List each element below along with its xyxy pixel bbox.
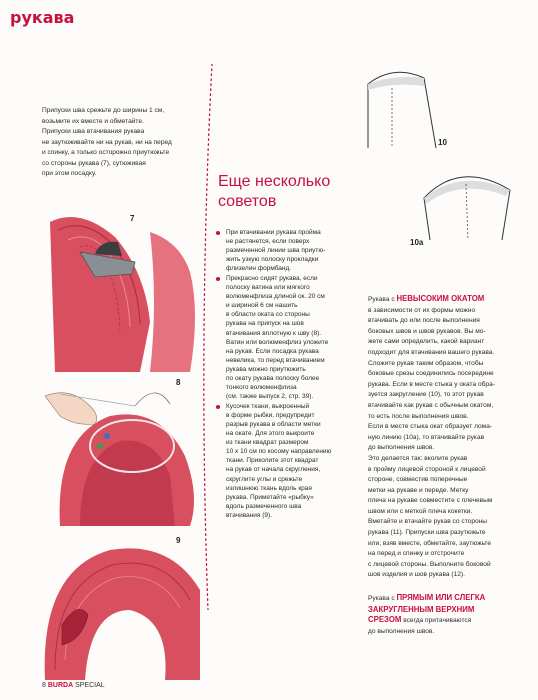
low-cap-title [368, 294, 520, 306]
tip-line: невелика, то перед втачиванием [226, 356, 325, 364]
page-footer [42, 682, 105, 689]
tip-line: полоску ватина или мягкого [226, 284, 310, 292]
tip-line: по окату рукава полоску более [226, 375, 320, 382]
figure-9-illustration [40, 530, 205, 680]
tip-line: Прекрасно сидят рукава, если [226, 274, 318, 282]
magazine-brand: BURDA [47, 682, 74, 689]
tip-line: Ватин или волюменфлиз уложите [226, 338, 329, 346]
tip-line: жить узкую полоску прокладки [226, 256, 319, 264]
tip-line: и шириной 6 см нашить [226, 302, 298, 310]
tip-item [214, 402, 362, 520]
tip-line: из ткани квадрат размером [226, 439, 309, 447]
intro-line: и спинку, а только осторожно приутюжьте [42, 149, 170, 156]
tip-line: излишнюю ткань вдоль края [226, 484, 312, 492]
tip-line: на рукав. Если посадка рукава [226, 347, 319, 355]
low-cap-line: или, взяв вместе, обметайте, заутюжьте [368, 539, 492, 547]
intro-text [42, 106, 222, 180]
tip-line: на окате. Для этого выкроите [226, 430, 315, 438]
low-cap-line: зуется закругление (10), то этот рукав [368, 391, 484, 399]
figure-label-10: 10 [438, 138, 447, 147]
low-cap-prefix: Рукава с [368, 296, 397, 303]
low-cap-line: рукава. Если в месте стыка у оката обра- [368, 380, 495, 388]
figure-7-illustration [40, 212, 205, 372]
low-cap-line: Сложите рукав таким образом, чтобы [368, 359, 484, 367]
tips-heading [218, 172, 358, 212]
tip-line: в области оката со стороны [226, 311, 310, 319]
dotted-divider [196, 64, 214, 610]
tip-line: на рукав от начала скругления, [226, 466, 321, 474]
bullet-icon [216, 405, 220, 409]
intro-line: возьмите их вместе и обметайте. [42, 117, 144, 125]
tip-line: флизелин формбанд. [226, 265, 292, 273]
tip-item [214, 228, 362, 273]
low-cap-line: втачивать до или после выполнения [368, 317, 480, 325]
figure-10-illustration [364, 64, 444, 154]
tip-line: втачивания (9). [226, 511, 272, 519]
tip-line: рукава можно приутюжить [226, 365, 306, 373]
low-cap-line: Вметайте и втачайте рукав со стороны [368, 518, 488, 526]
straight-edge-line [368, 615, 520, 627]
tip-line: рукава. Приметайте «рыбку» [226, 493, 314, 501]
low-cap-line: на перед и спинку и отстрочите [368, 550, 465, 558]
low-cap-line: подходит для втачивания вашего рукава. [368, 348, 495, 356]
low-cap-line: ную линию (10а), то втачивайте рукав [368, 433, 485, 441]
low-cap-line: шов изделия и шов рукава (12). [368, 571, 465, 579]
tip-line: тонкого волюменфлиза [226, 384, 297, 392]
straight-edge-highlight: ЗАКРУГЛЕННЫМ ВЕРХНИМ [368, 604, 475, 614]
low-cap-line: боковых швов и швов рукавов. Вы мо- [368, 327, 486, 335]
figure-label-10a: 10a [410, 238, 424, 247]
tip-line: (см. также выпуск 2, стр. 39). [226, 393, 314, 401]
straight-edge-section [368, 593, 520, 637]
figure-8-illustration [40, 376, 205, 526]
tips-list [214, 228, 362, 521]
low-cap-line: плеча на рукаве совместите с плечевым [368, 497, 493, 505]
low-cap-line: боковые срезы соединились посередине [368, 370, 494, 378]
tip-line: размеченной линии шва приутю- [226, 247, 326, 255]
tip-line: ткани. Приколите этот квадрат [226, 457, 319, 465]
low-cap-section [368, 294, 520, 581]
bullet-icon [216, 277, 220, 281]
intro-line: Припуски шва втачивания рукава [42, 128, 145, 135]
low-cap-line: стороне, совместив поперечные [368, 476, 468, 484]
low-cap-line: в зависимости от их формы можно [368, 306, 476, 314]
intro-line: со стороны рукава (7), сутюживая [42, 159, 146, 167]
tip-line: вдоль размеченного шва [226, 502, 302, 510]
straight-edge-line: до выполнения швов. [368, 627, 435, 635]
bullet-icon [216, 231, 220, 235]
tip-line: рукава на припуск на шов [226, 320, 304, 328]
tip-line: разрыв рукава в области метки [226, 420, 321, 428]
figure-label-8: 8 [176, 378, 181, 387]
intro-line: Припуски шва срежьте до ширины 1 см, [42, 107, 165, 114]
figure-label-7: 7 [130, 214, 135, 223]
tip-line: втачивания вплотную к шву (8). [226, 329, 322, 337]
straight-edge-highlight: ПРЯМЫМ ИЛИ СЛЕГКА [396, 593, 486, 603]
section-title: рукава [10, 8, 75, 27]
right-column [368, 294, 520, 637]
tip-line: При втачивании рукава пройма [226, 229, 321, 236]
low-cap-highlight: НЕВЫСОКИМ ОКАТОМ [396, 294, 485, 303]
figure-label-9: 9 [176, 536, 181, 545]
low-cap-line: жете сами определить, какой вариант [368, 338, 485, 346]
low-cap-line: метки на рукаве и переде. Метку [368, 486, 469, 494]
tip-line: в форме рыбки, предупредит [226, 411, 315, 419]
tips-heading-line: Еще несколько [218, 173, 331, 190]
tip-line: скруглите углы и срежьте [226, 475, 303, 483]
low-cap-line: швом или с меткой плеча кокетки. [368, 507, 473, 515]
low-cap-line: то есть после выполнения швов. [368, 412, 469, 420]
low-cap-line: Если в месте стыка окат образует лома- [368, 423, 493, 431]
low-cap-line: втачивайте как рукав с обычным окатом, [368, 401, 494, 409]
page-number: 8 [42, 682, 46, 689]
tip-line: 10 х 10 см по косому направлению [226, 448, 332, 456]
straight-edge-prefix: Рукава с [368, 595, 397, 603]
low-cap-line: в пройму лицевой стороной к лицевой [368, 465, 486, 473]
magazine-edition: SPECIAL [75, 682, 105, 689]
straight-edge-highlight: СРЕЗОМ [368, 615, 402, 625]
intro-line: не заутюживайте ни на рукав, ни на перед [42, 138, 172, 146]
low-cap-line: рукава (11). Припуски шва разутюжьте [368, 529, 486, 537]
tip-line: волюменфлиза длиной ок. 20 см [226, 293, 325, 301]
low-cap-line: до выполнения швов. [368, 444, 435, 452]
low-cap-line: с лицевой стороны. Выполните боковой [368, 560, 491, 568]
intro-line: при этом посадку. [42, 170, 97, 177]
tip-line: не растянется, если поверх [226, 238, 310, 246]
straight-edge-suffix: всегда притачиваются [401, 617, 472, 625]
low-cap-line: Это делается так: вколите рукав [368, 454, 468, 462]
tip-item [214, 274, 362, 401]
straight-edge-title [368, 593, 520, 605]
tips-heading-line: советов [218, 193, 277, 210]
figure-10a-illustration [410, 160, 520, 245]
tip-line: Кусочек ткани, выкроенный [226, 402, 310, 410]
